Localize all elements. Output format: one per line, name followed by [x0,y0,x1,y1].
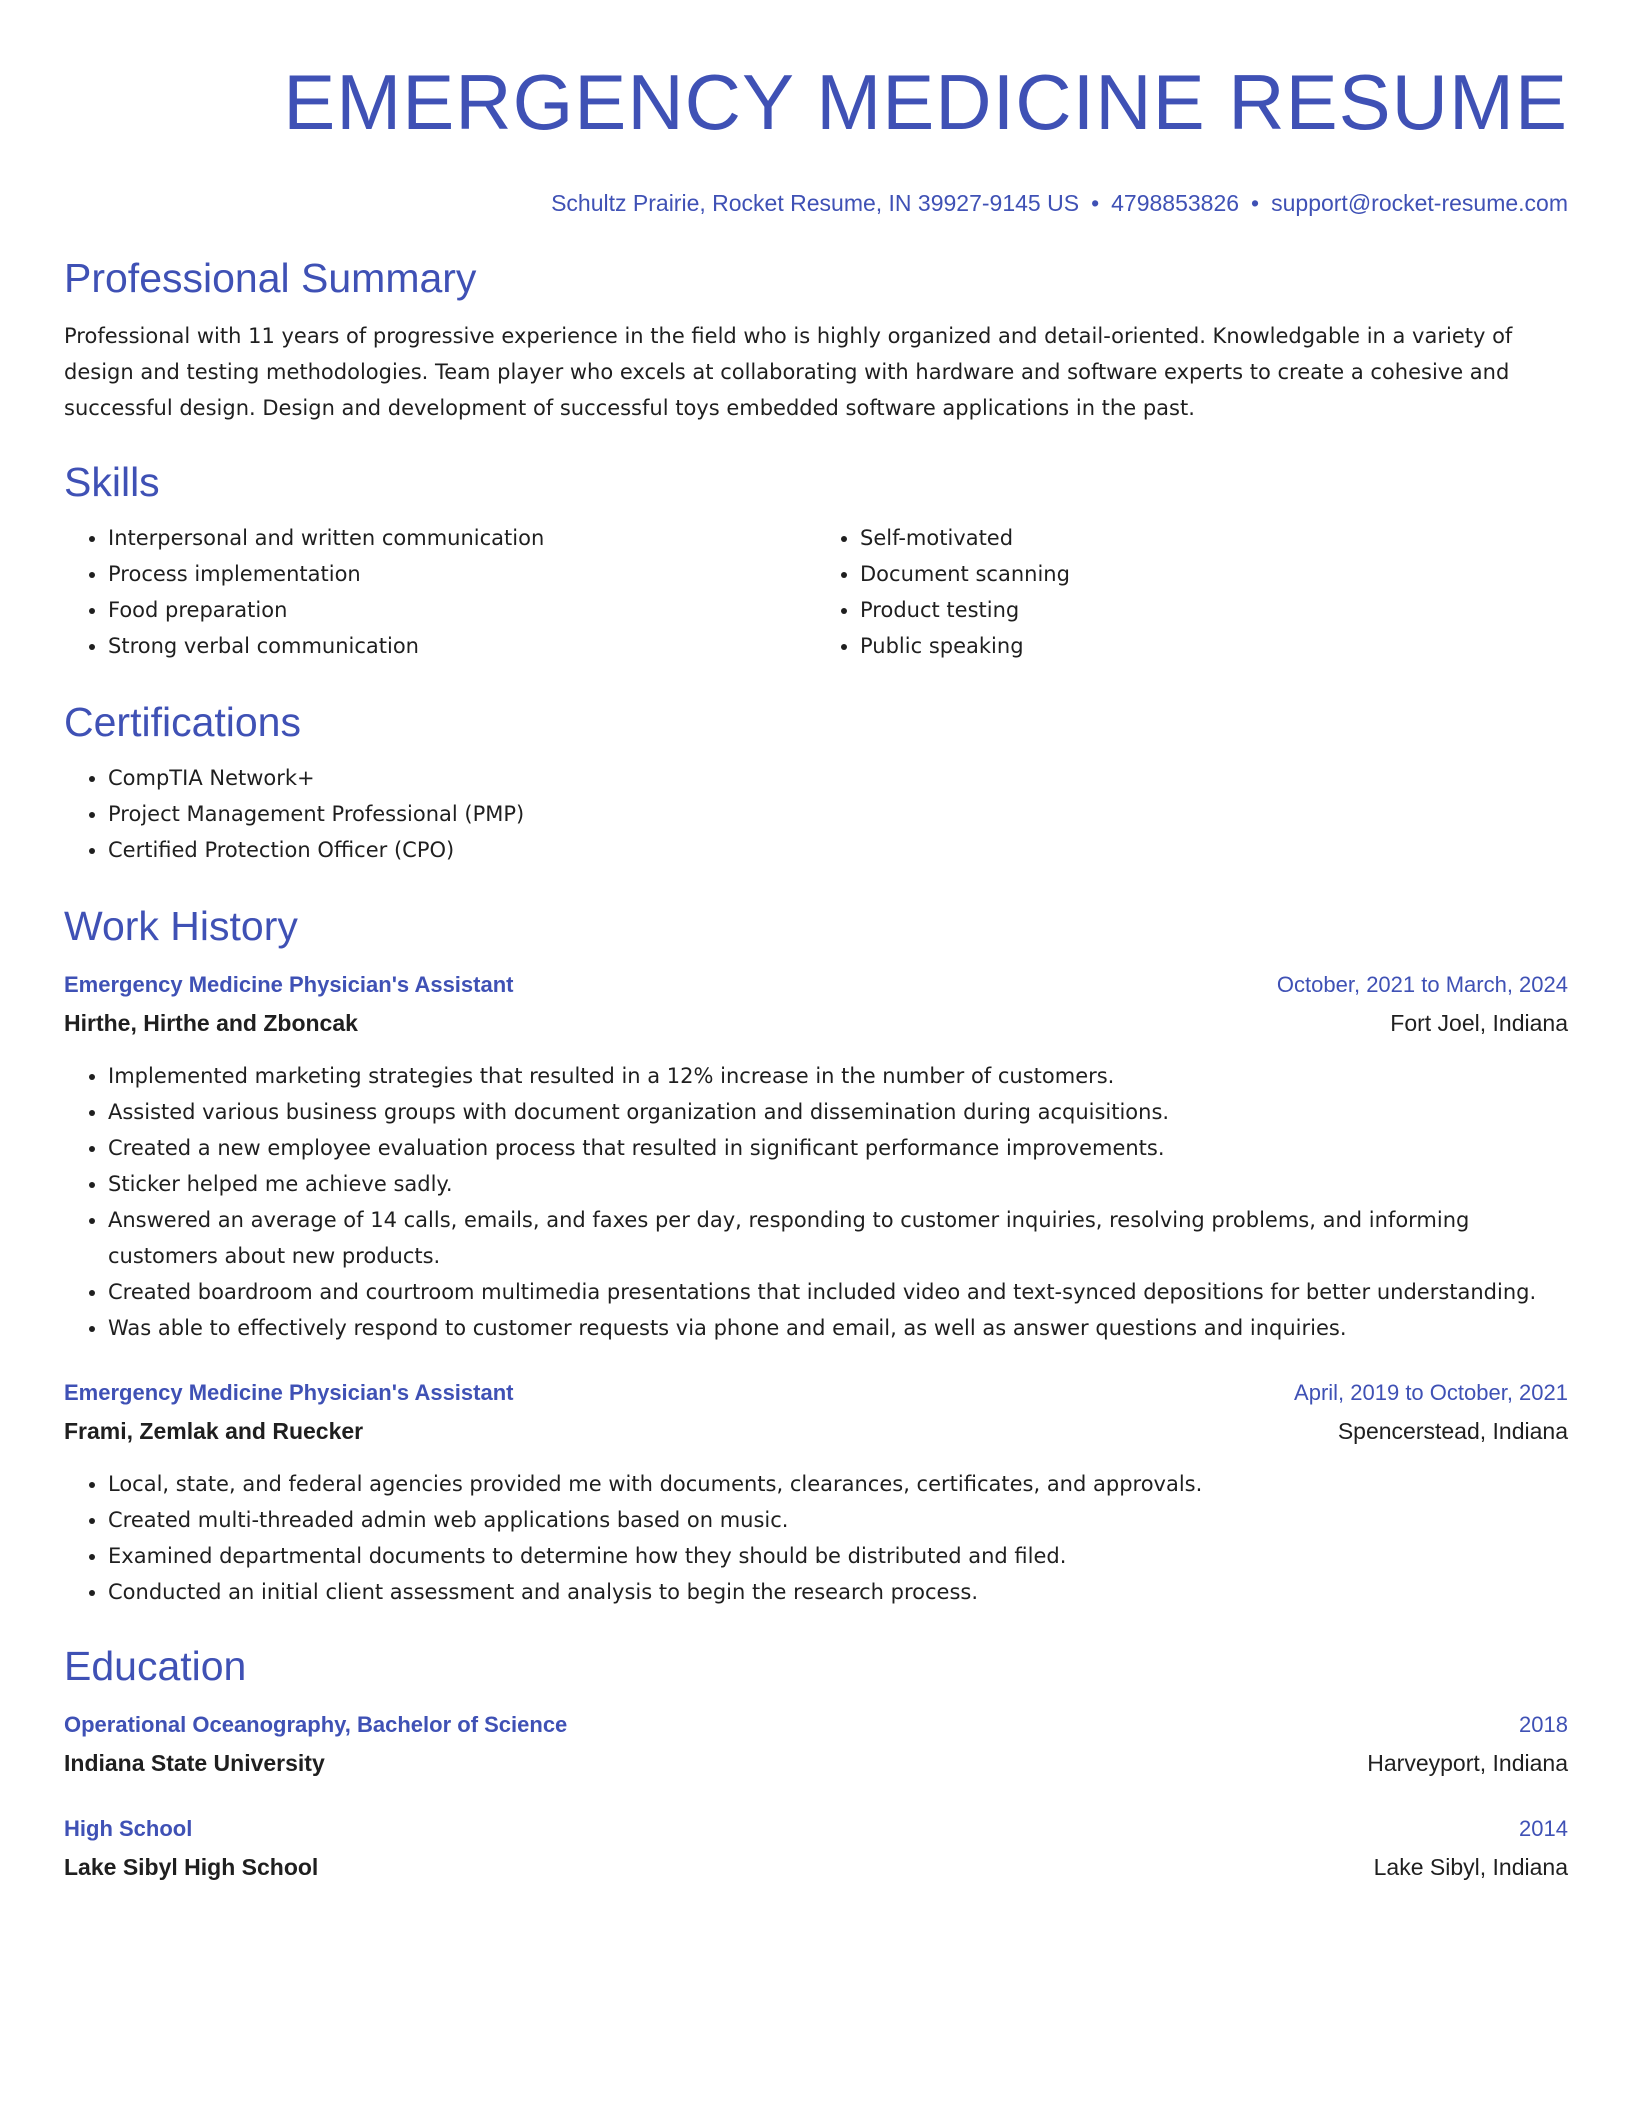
job-dates: October, 2021 to March, 2024 [1276,972,1568,997]
job-bullet: • Created multi-threaded admin web applications based on music. [108,1502,1568,1538]
job-bullet: • Assisted various business groups with document organization and dissemination during acquisitions. [108,1094,1568,1130]
skills-column-left [64,520,816,664]
resume-title: EMERGENCY MEDICINE RESUME [283,58,1568,146]
education-degree: Operational Oceanography, Bachelor of Science [64,1712,568,1737]
job-location: Fort Joel, Indiana [1390,1010,1568,1036]
contact-separator: • [1091,190,1100,216]
job-entry [64,1374,1568,1610]
skill-item: • Strong verbal communication [108,628,816,664]
job-bullet: • Conducted an initial client assessment and analysis to begin the research process. [108,1574,1568,1610]
skills-heading: Skills [64,459,160,505]
education-location: Harveyport, Indiana [1367,1750,1568,1776]
skill-item: • Food preparation [108,592,816,628]
contact-phone: 4798853826 [1111,190,1240,216]
contact-line [64,188,1568,218]
job-bullet: • Was able to effectively respond to customer requests via phone and email, as well as answer questions and inquiries. [108,1310,1568,1346]
education-year: 2014 [1519,1816,1568,1841]
education-entry [64,1810,1568,1886]
job-bullet: • Implemented marketing strategies that resulted in a 12% increase in the number of customers. [108,1058,1568,1094]
summary-text: Professional with 11 years of progressive experience in the field who is highly organized and detail-oriented. Knowledgable in a variety of design and testing methodologies. Team player who excels at collaborating with hardware and software experts to create a cohesive and successful design. Design and development of successful toys embedded software applications in the past. [64,324,1513,420]
education-school: Lake Sibyl High School [64,1854,319,1880]
education-year: 2018 [1519,1712,1568,1737]
job-entry [64,966,1568,1346]
education-school: Indiana State University [64,1750,325,1776]
certification-item: • Certified Protection Officer (CPO) [108,832,1568,868]
job-bullet: • Local, state, and federal agencies provided me with documents, clearances, certificates, and approvals. [108,1466,1568,1502]
education-entry [64,1706,1568,1782]
job-dates: April, 2019 to October, 2021 [1294,1380,1568,1405]
education-heading: Education [64,1643,247,1689]
skill-item: • Interpersonal and written communication [108,520,816,556]
certifications-list [64,760,1568,868]
contact-address: Schultz Prairie, Rocket Resume, IN 39927-9145 US [551,190,1080,216]
skill-item: • Self-motivated [860,520,1568,556]
job-title: Emergency Medicine Physician's Assistant [64,1380,514,1405]
job-company: Hirthe, Hirthe and Zboncak [64,1010,358,1036]
skill-item: • Public speaking [860,628,1568,664]
job-bullet: • Examined departmental documents to determine how they should be distributed and filed. [108,1538,1568,1574]
certification-item: • CompTIA Network+ [108,760,1568,796]
job-location: Spencerstead, Indiana [1337,1418,1568,1444]
certification-item: • Project Management Professional (PMP) [108,796,1568,832]
skill-item: • Process implementation [108,556,816,592]
certifications-heading: Certifications [64,699,301,745]
job-company: Frami, Zemlak and Ruecker [64,1418,364,1444]
contact-email: support@rocket-resume.com [1271,190,1568,216]
job-bullet: • Sticker helped me achieve sadly. [108,1166,1568,1202]
skill-item: • Product testing [860,592,1568,628]
education-degree: High School [64,1816,193,1841]
skill-item: • Document scanning [860,556,1568,592]
skills-list [64,520,1568,664]
education-location: Lake Sibyl, Indiana [1373,1854,1568,1880]
skills-column-right [816,520,1568,664]
contact-separator: • [1251,190,1260,216]
job-bullet: • Answered an average of 14 calls, emails, and faxes per day, responding to customer inquiries, resolving problems, and informing customers about new products. [108,1202,1568,1274]
job-bullet: • Created boardroom and courtroom multimedia presentations that included video and text-synced depositions for better understanding. [108,1274,1568,1310]
job-title: Emergency Medicine Physician's Assistant [64,972,514,997]
summary-heading: Professional Summary [64,255,477,301]
job-bullet: • Created a new employee evaluation process that resulted in significant performance improvements. [108,1130,1568,1166]
work-history-heading: Work History [64,903,298,949]
